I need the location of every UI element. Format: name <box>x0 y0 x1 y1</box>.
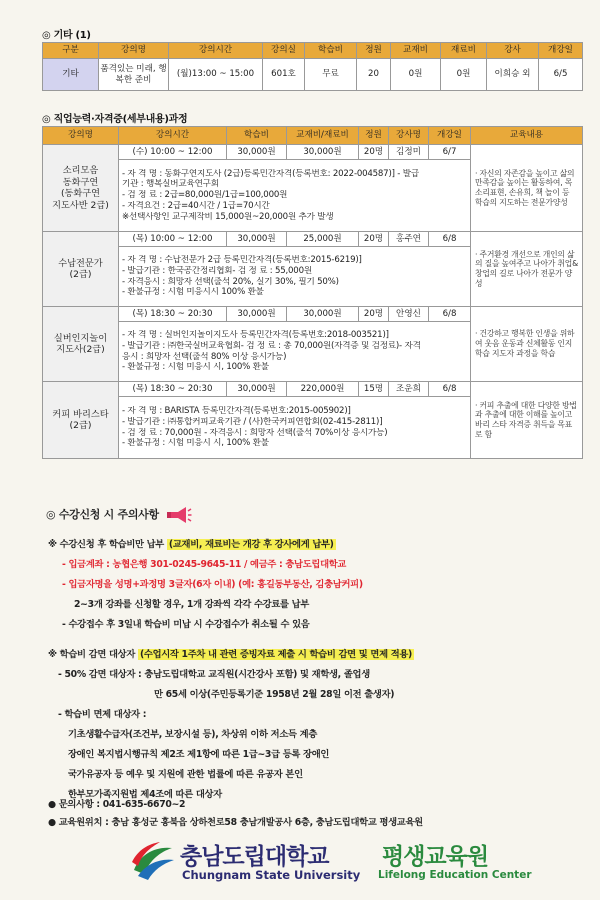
header-cell: 강의시간 <box>169 43 263 59</box>
depositor-info: - 입금자명을 성명+과정명 3글자(6자 이내) (예: 홍길동부동산, 김충남커피) <box>62 579 363 590</box>
course-row <box>43 382 583 397</box>
exempt-item: 기초생활수급자(조건부, 보장시설 등), 차상위 이하 저소득 계층 <box>68 729 318 740</box>
payment-highlight: (교재비, 재료비는 개강 후 강사에게 납부) <box>168 539 334 550</box>
detail-line: 기관 : 행복실버교육연구회 <box>122 179 219 190</box>
detail-line: - 발급기관 : 한국공간정리협회- 검 정 료 : 55,000원 <box>122 265 312 276</box>
course-capacity: 15명 <box>359 382 389 397</box>
exempt-title: - 학습비 면제 대상자 : <box>58 709 147 720</box>
header-cell: 정원 <box>357 43 391 59</box>
course-details <box>119 397 471 459</box>
table-cell: 기타 <box>43 59 99 91</box>
notes-section <box>42 506 582 836</box>
header-cell: 구분 <box>43 43 99 59</box>
course-capacity: 20명 <box>359 145 389 160</box>
course-start: 6/8 <box>429 232 471 247</box>
course-time: (수) 10:00 ~ 12:00 <box>119 145 227 160</box>
discount-50: - 50% 감면 대상자 : 충남도립대학교 교직원(시간강사 포함) 및 재학생, 졸업생 <box>58 669 370 680</box>
table-cell: 601호 <box>263 59 305 91</box>
course-material: 25,000원 <box>287 232 359 247</box>
course-name-line: 지도사(2급) <box>56 344 105 355</box>
detail-line: - 환불규정 : 시험 미응시 시, 100% 환불 <box>122 362 269 373</box>
course-name-line: 동화구연 <box>62 176 99 188</box>
detail-line: - 발급기관 : ㈜통합커피교육기관 / (사)한국커피연합회(02-415-2811)] <box>122 416 383 427</box>
course-material: 220,000원 <box>287 382 359 397</box>
notes-title-row <box>46 506 192 524</box>
exempt-item: 장애인 복지법시행규칙 제2조 제1항에 따른 1급~3급 등록 장애인 <box>68 749 330 760</box>
header-cell: 정원 <box>359 127 389 145</box>
university-name: 충남도립대학교 <box>180 844 329 870</box>
detail-line: - 검 정 료 : 2급=80,000원/1급=100,000원 <box>122 190 288 201</box>
table-cell: 이희승 외 <box>487 59 539 91</box>
course-capacity: 20명 <box>359 232 389 247</box>
course-material: 30,000원 <box>287 307 359 322</box>
detail-line: - 자 격 명 : 실버인지놀이지도사 등록민간자격(등록번호:2018-003521)] <box>122 330 389 341</box>
course-fee: 30,000원 <box>227 232 287 247</box>
exempt-item: 국가유공자 등 예우 및 지원에 관한 법률에 따른 유공자 본인 <box>68 769 303 780</box>
header-cell: 강의명 <box>99 43 169 59</box>
header-cell: 교재비/재료비 <box>287 127 359 145</box>
detail-line: - 자 격 명 : BARISTA 등록민간자격(등록번호:2015-005902)] <box>122 406 351 417</box>
course-teacher: 안영신 <box>389 307 429 322</box>
detail-line: - 자격요건 : 2급=40시간 / 1급=70시간 <box>122 200 270 211</box>
university-name-en: Chungnam State University <box>182 868 361 882</box>
course-header-row <box>43 127 583 145</box>
course-fee: 30,000원 <box>227 382 287 397</box>
course-teacher: 조운희 <box>389 382 429 397</box>
course-start: 6/7 <box>429 145 471 160</box>
course-row <box>43 232 583 247</box>
exempt-item: 한부모가족지원법 제4조에 따른 대상자 <box>68 789 222 800</box>
course-teacher: 김정미 <box>389 145 429 160</box>
header-cell: 학습비 <box>305 43 357 59</box>
course-capacity: 20명 <box>359 307 389 322</box>
table-cell: 품격있는 미래, 행복한 준비 <box>99 59 169 91</box>
table-cell: 20 <box>357 59 391 91</box>
header-cell: 교육내용 <box>471 127 583 145</box>
detail-line: - 발급기관 : ㈜한국실버교육협회- 검 정 료 : 총 70,000원(자격증 및 검정료)- 자격 <box>122 340 421 351</box>
table-row <box>43 59 583 91</box>
header-cell: 재료비 <box>441 43 487 59</box>
senior-note: 만 65세 이상(주민등록기준 1958년 2월 28일 이전 출생자) <box>154 689 395 700</box>
course-row <box>43 307 583 322</box>
header-cell: 개강일 <box>539 43 583 59</box>
course-content: · 자신의 자존감을 높이고 삶의 만족감을 높이는 활동하여, 목소리표현, 손유희, 책 놀이 등 학습의 지도하는 전문가양성 <box>471 145 583 232</box>
account-info: - 입금계좌 : 농협은행 301-0245-9645-11 / 예금주 : 충남도립대학교 <box>62 559 347 570</box>
contact-info: ● 문의사항 : 041-635-6670~2 <box>48 799 186 810</box>
detail-line: - 환불규정 : 시험 미응시 시, 100% 환불 <box>122 438 269 449</box>
course-time: (목) 10:00 ~ 12:00 <box>119 232 227 247</box>
course-fee: 30,000원 <box>227 307 287 322</box>
course-material: 30,000원 <box>287 145 359 160</box>
megaphone-icon <box>166 506 192 524</box>
payment-note <box>48 536 336 550</box>
center-name-en: Lifelong Education Center <box>378 869 532 881</box>
course-table <box>42 126 583 459</box>
detail-line: - 검 정 료 : 70,000원 - 자격응시 : 희망자 선택(출석 70%이상 응시가능) <box>122 427 388 438</box>
course-name-line: (2급) <box>69 420 92 431</box>
course-details <box>119 247 471 307</box>
course-time: (목) 18:30 ~ 20:30 <box>119 382 227 397</box>
university-emblem-icon <box>130 840 176 884</box>
header-cell: 개강일 <box>429 127 471 145</box>
course-name-line: 실버인지놀이 <box>53 332 108 344</box>
course-content: · 건강하고 행복한 인생을 위하여 웃음 운동과 신체활동 인지학습 지도자 과정을 학습 <box>471 307 583 382</box>
cancel-note: - 수강접수 후 3일내 학습비 미납 시 수강접수가 취소될 수 있음 <box>62 619 310 630</box>
header-cell: 강의시간 <box>119 127 227 145</box>
section1-title: ◎ 기타 (1) <box>42 30 91 41</box>
course-name <box>43 232 119 307</box>
detail-line: - 자 격 명 : 수납전문가 2급 등록민간자격(등록번호:2015-6219)] <box>122 255 362 266</box>
notes-title: ◎ 수강신청 시 주의사항 <box>46 508 159 521</box>
detail-line: - 환불규정 : 시험 미응시시 100% 환불 <box>122 287 264 298</box>
header-cell: 교재비 <box>391 43 441 59</box>
table-cell: 0원 <box>391 59 441 91</box>
course-name-line: 소리모음 <box>62 165 99 176</box>
etc-header-row <box>43 43 583 59</box>
course-name <box>43 307 119 382</box>
discount-prefix: ※ 학습비 감면 대상자 <box>48 649 135 660</box>
course-start: 6/8 <box>429 382 471 397</box>
course-name-line: 커피 바리스타 <box>52 408 109 420</box>
course-fee: 30,000원 <box>227 145 287 160</box>
course-name-line: 수납전문가 <box>58 257 103 269</box>
course-name-line: (동화구연 <box>60 188 101 199</box>
course-content: · 주거환경 개선으로 개인의 삶의 질을 높여주고 나아가 취업& 창업의 길로 나아가 전문가 양성 <box>471 232 583 307</box>
header-cell: 학습비 <box>227 127 287 145</box>
header-cell: 강의명 <box>43 127 119 145</box>
course-details <box>119 322 471 382</box>
table-cell: (월)13:00 ~ 15:00 <box>169 59 263 91</box>
course-name-line: 지도사반 2급) <box>52 199 109 211</box>
header-cell: 강의실 <box>263 43 305 59</box>
table-cell: 무료 <box>305 59 357 91</box>
table-cell: 0원 <box>441 59 487 91</box>
discount-note <box>48 646 414 660</box>
detail-line: - 자 격 명 : 동화구연지도사 (2급)등록민간자격(등록번호: 2022-004587)] - 발급 <box>122 168 419 179</box>
course-time: (목) 18:30 ~ 20:30 <box>119 307 227 322</box>
discount-highlight: (수업시작 1주차 내 관련 증빙자료 제출 시 학습비 감면 및 면제 적용) <box>139 649 413 660</box>
course-name <box>43 382 119 459</box>
table-cell: 6/5 <box>539 59 583 91</box>
course-row <box>43 145 583 160</box>
detail-line: - 자격응시 : 희망자 선택(출석 20%, 실기 30%, 필기 50%) <box>122 276 339 287</box>
etc-table <box>42 42 583 91</box>
payment-prefix: ※ 수강신청 후 학습비만 납부 <box>48 539 164 550</box>
header-cell: 강사명 <box>389 127 429 145</box>
course-details <box>119 160 471 232</box>
location-info: ● 교육원위치 : 충남 홍성군 홍북읍 상하천로58 충남개발공사 6층, 충남도립대학교 평생교육원 <box>48 817 423 828</box>
multi-course-note: 2~3개 강좌를 신청할 경우, 1개 강좌씩 각각 수강료를 납부 <box>74 599 310 610</box>
center-name: 평생교육원 <box>382 844 489 870</box>
university-logo <box>130 838 532 888</box>
header-cell: 강사 <box>487 43 539 59</box>
course-name-line: (2급) <box>69 269 92 280</box>
contact-section <box>42 796 582 828</box>
course-name <box>43 145 119 232</box>
section2-title: ◎ 직업능력·자격증(세부내용)과정 <box>42 114 188 125</box>
detail-line: ※선택사항인 교구제작비 15,000원~20,000원 추가 발생 <box>122 211 334 222</box>
course-content: · 커피 추출에 대한 다양한 방법과 추출에 대한 이해를 높이고 바리 스타 자격증 취득을 목표로 함 <box>471 382 583 459</box>
course-start: 6/8 <box>429 307 471 322</box>
detail-line: 응시 : 희망자 선택(출석 80% 이상 응시가능) <box>122 351 287 362</box>
course-teacher: 홍주연 <box>389 232 429 247</box>
